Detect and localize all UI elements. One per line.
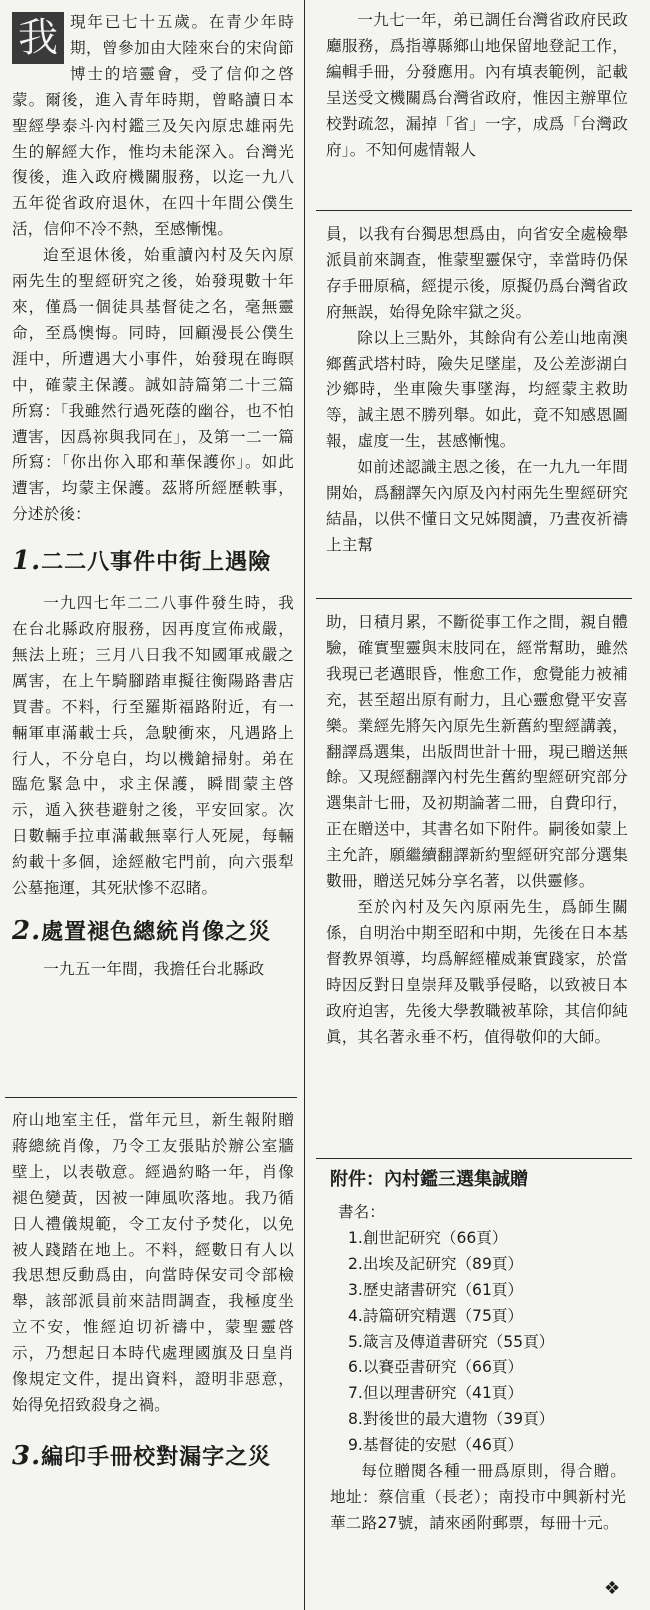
book-item: 6.以賽亞書研究（66頁）	[348, 1358, 524, 1377]
book-item: 8.對後世的最大遺物（39頁）	[348, 1410, 555, 1429]
translation-paragraph-start: 如前述認識主恩之後，在一九九一年間開始，爲翻譯矢內原及內村兩先生聖經研究結晶，以供不懂日文兄姊閱讀，乃晝夜祈禱上主幫	[326, 458, 628, 554]
left-column	[12, 10, 294, 983]
section-1-paragraph: 一九四七年二二八事件發生時，我在台北縣政府服務，因再度宣佈戒嚴，無法上班；三月八日我不知國軍戒嚴之厲害，在上午騎腳踏車擬往衡陽路書店買書。不料，行至羅斯福路附近，有一輛軍車滿載士兵，急駛衝來，凡遇路上行人，不分皂白，均以機鎗掃射。弟在臨危緊急中，求主保護，瞬間蒙主啓示，遁入狹巷避射之後，平安回家。次日數輛手拉車滿載無辜行人死屍，每輛約載十多個，途經敝宅門前，向六張犁公墓拖運，其死狀慘不忍睹。	[12, 594, 294, 898]
dropcap-character: 我	[12, 12, 64, 64]
divider-right-1	[316, 210, 632, 211]
column-divider	[304, 0, 305, 1098]
book-item: 9.基督徒的安慰（46頁）	[348, 1436, 524, 1455]
teachers-paragraph: 至於內村及矢內原兩先生，爲師生關係，自明治中期至昭和中期，先後在日本基督教界領導，均爲解經權威兼實踐家，於當時因反對日皇崇拜及戰爭侵略，以致被日本政府迫害，先後大學教職被革除，其信仰純眞，其名著永垂不朽，值得敬仰的大師。	[326, 897, 628, 1046]
paragraph-after-retirement: 迨至退休後，始重讀內村及矢內原兩先生的聖經研究之後，始發現數十年來，僅爲一個徒具基督徒之名，毫無靈命，至爲懊悔。同時，回顧漫長公僕生涯中，所遭遇大小事件，始發現在晦暝中，確蒙主保護。誠如詩篇第二十三篇所寫：「我雖然行過死蔭的幽谷，也不怕遭害，因爲祢與我同在」，及第一二一篇所寫：「你出你入耶和華保護你」。如此遭害，均蒙主保護。茲將所經歷軼事，分述於後：	[12, 246, 294, 524]
appendix-box	[330, 1166, 626, 1537]
appendix-title: 附件：內村鑑三選集誠贈	[330, 1169, 528, 1190]
heading-text: 二二八事件中街上遇險	[41, 549, 272, 576]
heading-text: 編印手冊校對漏字之災	[41, 1443, 272, 1470]
heading-text: 處置褪色總統肖像之災	[41, 919, 272, 945]
book-item: 2.出埃及記研究（89頁）	[348, 1254, 524, 1273]
heading-number: 1.	[12, 546, 42, 577]
heading-number: 2.	[12, 916, 42, 946]
left-column-lower	[12, 1108, 294, 1472]
heading-section-2	[12, 916, 294, 947]
right-column-part-1	[326, 8, 628, 163]
other-incidents-paragraph: 除以上三點外，其餘尙有公差山地南澳鄉舊武塔村時，險失足墜崖，及公差澎湖白沙鄉時，坐車險失事墜海，均經蒙主救助等，誠主恩不勝列舉。如此，竟不知感恩圖報，虛度一生，甚感慚愧。	[326, 328, 628, 451]
divider-left-top	[5, 1097, 297, 1098]
divider-right-appendix	[316, 1158, 632, 1159]
book-item: 4.詩篇研究精選（75頁）	[348, 1306, 524, 1325]
heading-number: 3.	[12, 1440, 42, 1471]
section-2-paragraph-continued: 府山地室主任，當年元旦，新生報附贈蔣總統肖像，乃令工友張貼於辦公室牆壁上，以表敬意。經過約略一年，肖像褪色變黃，因被一陣風吹落地。我乃循日人禮儀規範，令工友付予焚化，以免被人踐踏在地上。不料，經數日有人以我思想反動爲由，向當時保安司令部檢舉，該部派員前來詰問調查，我極度坐立不安，惟經迫切祈禱中，蒙聖靈啓示，乃想起日本時代處理國旗及日皇肖像規定文件，提出資料，證明非惡意，始得免招致殺身之禍。	[12, 1111, 294, 1414]
book-item: 1.創世記研究（66頁）	[348, 1228, 508, 1247]
book-list	[330, 1226, 626, 1459]
intro-paragraph: 現年已七十五歲。在青少年時期，曾參加由大陸來台的宋尙節博士的培靈會，受了信仰之啓蒙。爾後，進入青年時期，曾略讀日本聖經學泰斗內村鑑三及矢內原忠雄兩先生的解經大作，惟均未能深入。台灣光復後，進入政府機關服務，以迄一九八五年從省政府退休，在四十年間公僕生活，信仰不冷不熱，至感慚愧。	[12, 13, 294, 239]
divider-right-2	[316, 598, 632, 599]
right-column-part-3	[326, 610, 628, 1050]
column-divider-lower	[304, 1098, 305, 1610]
section-3-paragraph: 一九七一年，弟已調任台灣省政府民政廳服務，爲指導縣鄉山地保留地登記工作，編輯手冊，分發應用。內有填表範例，記載呈送受文機關爲台灣省政府，惟因主辦單位校對疏忽，漏掉「省」一字，成爲「台灣政府」。不知何處情報人	[326, 11, 628, 159]
section-3-paragraph-continued: 員，以我有台獨思想爲由，向省安全處檢舉派員前來調查，惟蒙聖靈保守，幸當時仍保存手冊原稿，經提示後，原擬仍爲台灣省政府無誤，始得免除牢獄之災。	[326, 225, 628, 321]
book-item: 7.但以理書研究（41頁）	[348, 1384, 524, 1403]
end-mark-icon: ❖	[604, 1578, 621, 1599]
closing-paragraph: 每位贈閱各種一冊爲原則，得合贈。地址：蔡信重（長老）；南投市中興新村光華二路27號，請來函附郵票，每冊十元。	[330, 1462, 626, 1532]
book-list-label: 書名：	[338, 1203, 385, 1221]
heading-section-3	[12, 1441, 294, 1472]
book-item: 5.箴言及傳道書研究（55頁）	[348, 1332, 555, 1351]
book-item: 3.歷史諸書研究（61頁）	[348, 1280, 524, 1299]
right-column-part-2	[326, 222, 628, 559]
section-2-paragraph-start: 一九五一年間，我擔任台北縣政	[43, 960, 265, 978]
translation-paragraph-continued: 助，日積月累，不斷從事工作之間，親自體驗，確實聖靈與末肢同在，經常幫助，雖然我現已老邁眼昏，惟愈工作，愈覺能力被補充，甚至超出原有耐力，且心靈愈覺平安喜樂。業經先將矢內原先生新舊約聖經講義，翻譯爲選集，出版問世計十冊，現已贈送無餘。又現經翻譯內村先生舊約聖經研究部分選集計七冊，及初期論著二冊，自費印行，正在贈送中，其書名如下附件。嗣後如蒙上主允許，願繼續翻譯新約聖經研究部分選集數冊，贈送兄姊分享名著，以供靈修。	[326, 613, 628, 891]
heading-section-1	[12, 546, 294, 577]
